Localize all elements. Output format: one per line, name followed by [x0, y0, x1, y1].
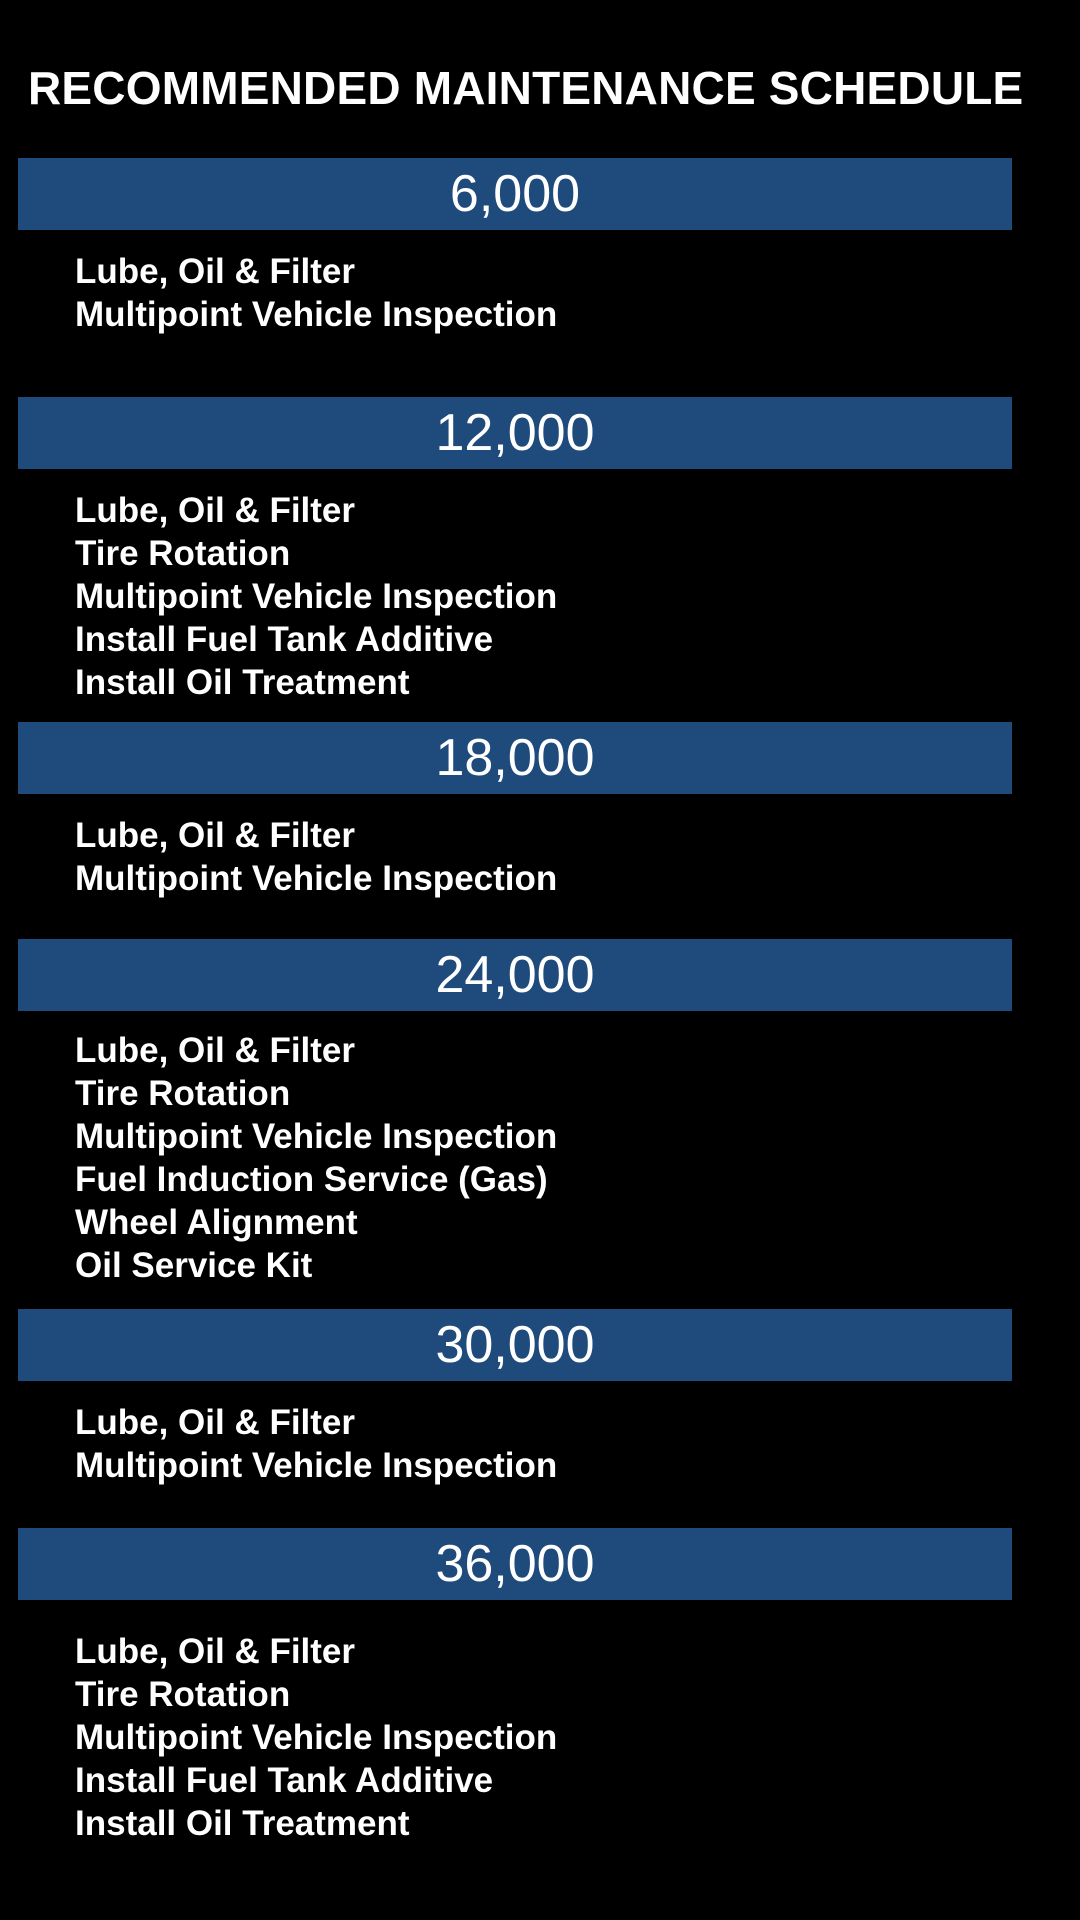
mileage-band-18000 [18, 722, 1012, 794]
service-item: Multipoint Vehicle Inspection [75, 1446, 558, 1485]
service-item: Wheel Alignment [75, 1203, 358, 1242]
service-item: Install Oil Treatment [75, 663, 410, 702]
service-list-36000 [75, 1630, 557, 1845]
service-list-24000 [75, 1029, 557, 1287]
service-item: Lube, Oil & Filter [75, 491, 356, 530]
service-item: Lube, Oil & Filter [75, 1632, 356, 1671]
mileage-label: 18,000 [435, 729, 595, 787]
service-item: Multipoint Vehicle Inspection [75, 859, 558, 898]
mileage-label: 6,000 [449, 165, 581, 223]
service-list-18000 [75, 814, 557, 900]
service-item: Tire Rotation [75, 1074, 291, 1113]
mileage-band-6000 [18, 158, 1012, 230]
service-item: Multipoint Vehicle Inspection [75, 577, 558, 616]
mileage-label: 12,000 [435, 404, 595, 462]
service-list-30000 [75, 1401, 557, 1487]
service-item: Multipoint Vehicle Inspection [75, 1117, 558, 1156]
service-list-6000 [75, 250, 557, 336]
service-item: Multipoint Vehicle Inspection [75, 1718, 558, 1757]
mileage-band-36000 [18, 1528, 1012, 1600]
service-item: Lube, Oil & Filter [75, 816, 356, 855]
service-item: Fuel Induction Service (Gas) [75, 1160, 548, 1199]
page-title: RECOMMENDED MAINTENANCE SCHEDULE [28, 62, 1024, 114]
mileage-label: 24,000 [435, 946, 595, 1004]
service-item: Multipoint Vehicle Inspection [75, 295, 558, 334]
service-item: Install Fuel Tank Additive [75, 620, 494, 659]
service-item: Tire Rotation [75, 1675, 291, 1714]
mileage-band-12000 [18, 397, 1012, 469]
mileage-band-24000 [18, 939, 1012, 1011]
mileage-label: 36,000 [435, 1535, 595, 1593]
service-item: Install Oil Treatment [75, 1804, 410, 1843]
service-item: Oil Service Kit [75, 1246, 313, 1285]
service-item: Lube, Oil & Filter [75, 1403, 356, 1442]
service-item: Install Fuel Tank Additive [75, 1761, 494, 1800]
mileage-band-30000 [18, 1309, 1012, 1381]
service-item: Lube, Oil & Filter [75, 1031, 356, 1070]
service-list-12000 [75, 489, 557, 704]
mileage-label: 30,000 [435, 1316, 595, 1374]
service-item: Tire Rotation [75, 534, 291, 573]
service-item: Lube, Oil & Filter [75, 252, 356, 291]
